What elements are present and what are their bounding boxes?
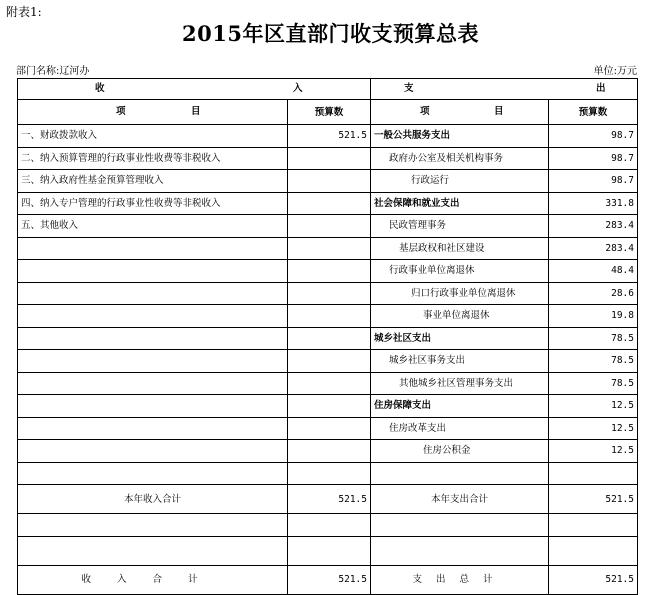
income-budget-header: 预算数: [288, 100, 371, 125]
table-row: [18, 417, 638, 440]
income-item-label: [18, 372, 288, 395]
table-row: [18, 215, 638, 238]
table-row: [18, 305, 638, 328]
blank-cell: [549, 514, 638, 537]
expense-item-label: 政府办公室及相关机构事务: [371, 147, 549, 170]
department-name: 部门名称:辽河办: [16, 66, 90, 77]
income-item-label: 二、纳入预算管理的行政事业性收费等非税收入: [18, 147, 288, 170]
income-project-char: 项: [116, 106, 126, 117]
income-item-label: [18, 260, 288, 283]
income-item-value: 521.5: [288, 125, 371, 148]
income-item-value: [288, 260, 371, 283]
income-item-label: 三、纳入政府性基金预算管理收入: [18, 170, 288, 193]
income-header-left: 收: [95, 83, 105, 94]
income-item-value: [288, 417, 371, 440]
income-item-label: [18, 417, 288, 440]
expense-item-label: 住房改革支出: [371, 417, 549, 440]
table-row: [18, 395, 638, 418]
blank-cell: [18, 462, 288, 485]
blank-row: [18, 514, 638, 537]
income-item-value: [288, 395, 371, 418]
blank-cell: [18, 536, 288, 565]
expense-item-value: 98.7: [549, 147, 638, 170]
expense-item-value: 12.5: [549, 440, 638, 463]
unit-label: 单位:万元: [593, 66, 637, 77]
table-row: [18, 282, 638, 305]
expense-item-value: 19.8: [549, 305, 638, 328]
income-item-label: [18, 237, 288, 260]
expense-item-label: 其他城乡社区管理事务支出: [371, 372, 549, 395]
expense-item-value: 98.7: [549, 125, 638, 148]
table-row: [18, 192, 638, 215]
expense-item-value: 48.4: [549, 260, 638, 283]
blank-row: [18, 536, 638, 565]
income-item-label: [18, 395, 288, 418]
income-header-right: 入: [293, 83, 303, 94]
expense-item-value: 331.8: [549, 192, 638, 215]
expense-item-label: 民政管理事务: [371, 215, 549, 238]
blank-cell: [288, 536, 371, 565]
table-row: [18, 237, 638, 260]
income-project-header: [18, 100, 288, 125]
income-item-label: 一、财政拨款收入: [18, 125, 288, 148]
blank-cell: [549, 462, 638, 485]
income-item-label: [18, 327, 288, 350]
income-item-char: 目: [191, 106, 201, 117]
expense-item-label: 一般公共服务支出: [371, 125, 549, 148]
expense-item-label: 社会保障和就业支出: [371, 192, 549, 215]
table-row: [18, 170, 638, 193]
expense-item-value: 12.5: [549, 417, 638, 440]
expense-item-label: 事业单位离退休: [371, 305, 549, 328]
expense-item-value: 98.7: [549, 170, 638, 193]
page-title: 2015年区直部门收支预算总表: [182, 21, 479, 46]
expense-item-value: 78.5: [549, 327, 638, 350]
income-item-value: [288, 372, 371, 395]
expense-item-value: 283.4: [549, 237, 638, 260]
grand-expense-total-value: 521.5: [549, 565, 638, 594]
table-row: [18, 440, 638, 463]
expense-item-label: 归口行政事业单位离退休: [371, 282, 549, 305]
blank-cell: [288, 514, 371, 537]
year-expense-total-label: 本年支出合计: [371, 485, 549, 514]
grand-total-row: [18, 565, 638, 594]
income-item-label: [18, 440, 288, 463]
blank-cell: [371, 514, 549, 537]
header-row-1: [18, 79, 638, 100]
year-income-total-label: 本年收入合计: [18, 485, 288, 514]
income-item-label: 四、纳入专户管理的行政事业性收费等非税收入: [18, 192, 288, 215]
income-item-value: [288, 170, 371, 193]
expense-project-header: [371, 100, 549, 125]
income-item-value: [288, 327, 371, 350]
income-item-label: [18, 305, 288, 328]
blank-cell: [371, 536, 549, 565]
blank-row: [18, 462, 638, 485]
expense-item-label: 行政事业单位离退休: [371, 260, 549, 283]
income-item-value: [288, 147, 371, 170]
blank-cell: [371, 462, 549, 485]
income-item-value: [288, 440, 371, 463]
blank-cell: [18, 514, 288, 537]
expense-item-char: 目: [494, 106, 504, 117]
income-item-value: [288, 305, 371, 328]
grand-income-total-value: 521.5: [288, 565, 371, 594]
table-row: [18, 125, 638, 148]
income-item-label: [18, 282, 288, 305]
year-income-total-value: 521.5: [288, 485, 371, 514]
income-item-value: [288, 237, 371, 260]
grand-expense-total-label: 支出总计: [371, 565, 549, 594]
expense-item-value: 78.5: [549, 350, 638, 373]
table-row: [18, 372, 638, 395]
expense-item-label: 住房保障支出: [371, 395, 549, 418]
expense-item-value: 28.6: [549, 282, 638, 305]
expense-header: [371, 79, 638, 100]
income-item-label: [18, 350, 288, 373]
expense-header-right: 出: [596, 83, 606, 94]
table-row: [18, 260, 638, 283]
income-header: [18, 79, 371, 100]
expense-item-label: 基层政权和社区建设: [371, 237, 549, 260]
expense-item-value: 12.5: [549, 395, 638, 418]
grand-income-total-label: 收入合计: [18, 565, 288, 594]
expense-item-label: 城乡社区支出: [371, 327, 549, 350]
expense-item-value: 283.4: [549, 215, 638, 238]
table-row: [18, 327, 638, 350]
income-item-label: 五、其他收入: [18, 215, 288, 238]
expense-header-left: 支: [404, 83, 414, 94]
income-item-value: [288, 215, 371, 238]
year-expense-total-value: 521.5: [549, 485, 638, 514]
expense-budget-header: 预算数: [549, 100, 638, 125]
income-item-value: [288, 192, 371, 215]
expense-item-label: 行政运行: [371, 170, 549, 193]
table-row: [18, 350, 638, 373]
expense-item-label: 城乡社区事务支出: [371, 350, 549, 373]
expense-project-char: 项: [420, 106, 430, 117]
income-item-value: [288, 282, 371, 305]
expense-item-label: 住房公积金: [371, 440, 549, 463]
blank-cell: [288, 462, 371, 485]
year-total-row: [18, 485, 638, 514]
expense-item-value: 78.5: [549, 372, 638, 395]
table-row: [18, 147, 638, 170]
income-item-value: [288, 350, 371, 373]
header-row-2: [18, 100, 638, 125]
budget-table: [17, 78, 638, 595]
blank-cell: [549, 536, 638, 565]
attachment-label: 附表1:: [6, 5, 42, 19]
